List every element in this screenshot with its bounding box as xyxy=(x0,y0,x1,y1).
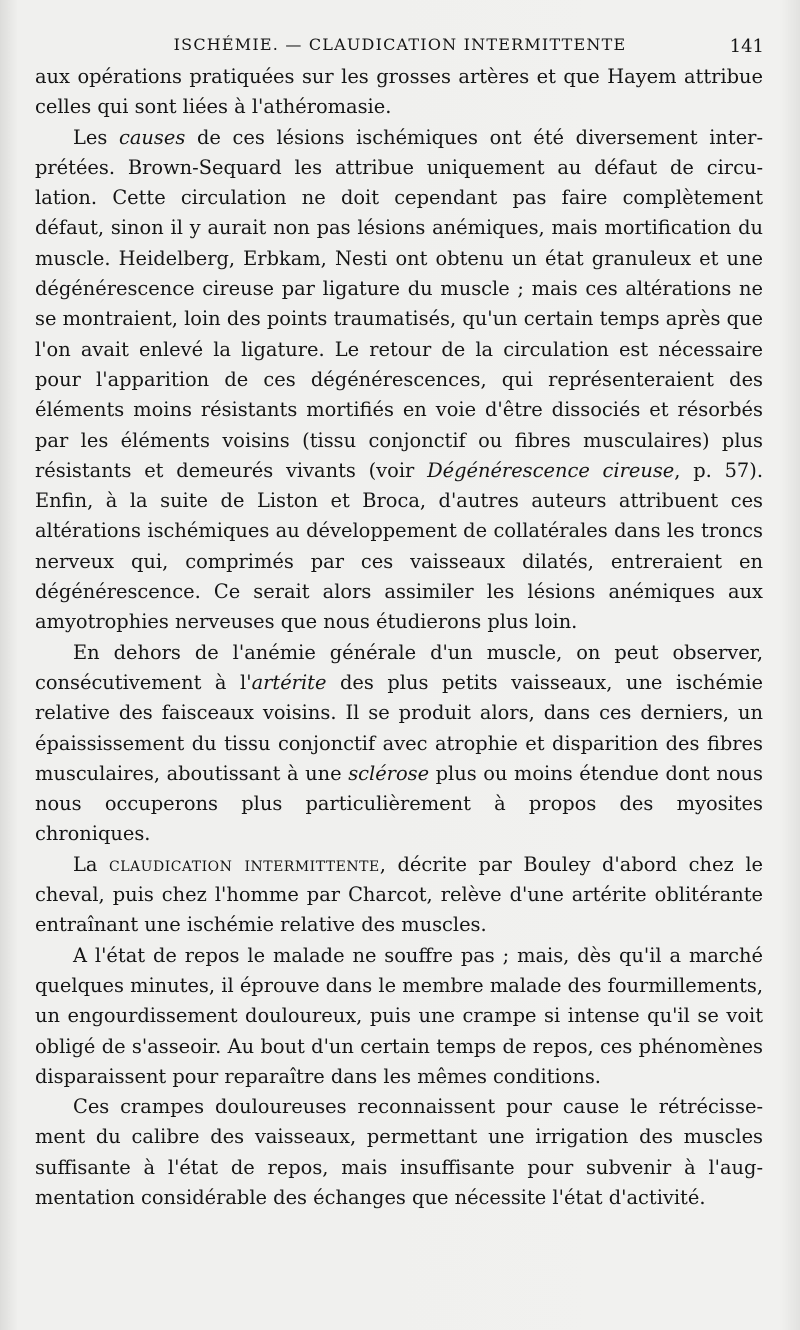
body-text xyxy=(35,62,763,1213)
page-header xyxy=(0,30,800,60)
paragraph-1-text: aux opérations pratiquées sur les grosses artères et que Hayem attribue celles qui sont liées à l'athéromasie. xyxy=(35,65,763,119)
paragraph-4-text-1: La xyxy=(73,852,110,876)
paragraph-4 xyxy=(35,850,763,941)
paragraph-4-text-2: , décrite par Bouley d'abord chez le cheval, puis chez l'homme par Charcot, relève d'une artérite oblitérante entraînant une ischémie relative des muscles. xyxy=(35,852,763,937)
paragraph-6 xyxy=(35,1092,763,1213)
paragraph-3-italic-2: sclérose xyxy=(348,761,430,785)
running-head: ISCHÉMIE. — CLAUDICATION INTERMITTENTE xyxy=(173,35,627,54)
paragraph-3 xyxy=(35,638,763,850)
paragraph-4-small-caps: claudication intermittente xyxy=(109,852,380,876)
paragraph-2-text-2: de ces lésions ischémiques ont été diversement interprétées. Brown-Sequard les attribue uniquement au défaut de circulation. Cette circulation ne doit cependant pas faire complètement défaut, sinon il y aurait non pas lésions anémiques, mais mortification du muscle. Heidelberg, Erbkam, Nesti ont obtenu un état granuleux et une dégénérescence cireuse par ligature du muscle ; mais ces altérations ne se montraient, loin des points traumatisés, qu'un certain temps après que l'on avait enlevé la ligature. Le retour de la circulation est nécessaire pour l'apparition de ces dégénérescences, qui représenteraient des éléments moins résistants mortifiés en voie d'être dissociés et résorbés par les éléments voisins (tissu conjonctif ou fibres musculaires) plus résistants et demeurés vivants (voir xyxy=(35,125,763,482)
page-number: 141 xyxy=(729,36,764,57)
paragraph-2-text-3: , p. 57). Enfin, à la suite de Liston et Broca, d'autres auteurs attribuent ces altérations ischémiques au développement de collatérales dans les troncs nerveux qui, comprimés par ces vaisseaux dilatés, entreraient en dégénérescence. Ce serait alors assimiler les lésions anémiques aux amyotrophies nerveuses que nous étudierons plus loin. xyxy=(35,458,763,634)
paragraph-2-text-1: Les xyxy=(73,125,119,149)
paragraph-3-text-2: des plus petits vaisseaux, une ischémie relative des faisceaux voisins. Il se produit alors, dans ces derniers, un épaississement du tissu conjonctif avec atrophie et disparition des fibres musculaires, aboutissant à une xyxy=(35,670,763,785)
paragraph-2-italic-2: Dégénérescence cireuse xyxy=(427,458,675,482)
paragraph-1 xyxy=(35,62,763,123)
paragraph-5-text: A l'état de repos le malade ne souffre pas ; mais, dès qu'il a marché quelques minutes, il éprouve dans le membre malade des fourmillements, un engourdissement douloureux, puis une crampe si intense qu'il se voit obligé de s'asseoir. Au bout d'un certain temps de repos, ces phénomènes disparaissent pour reparaître dans les mêmes conditions. xyxy=(35,943,763,1088)
paragraph-5 xyxy=(35,941,763,1092)
paragraph-3-italic-1: artérite xyxy=(251,670,327,694)
paragraph-2 xyxy=(35,123,763,638)
paragraph-3-text-3: plus ou moins étendue dont nous nous occuperons plus particulièrement à propos des myosites chroniques. xyxy=(35,761,763,846)
paragraph-3-text-1: En dehors de l'anémie générale d'un muscle, on peut observer, consécutivement à l' xyxy=(35,640,763,694)
paragraph-2-italic-1: causes xyxy=(118,125,186,149)
paragraph-6-text: Ces crampes douloureuses reconnaissent pour cause le rétrécissement du calibre des vaisseaux, permettant une irrigation des muscles suffisante à l'état de repos, mais insuffisante pour subvenir à l'augmentation considérable des échanges que nécessite l'état d'activité. xyxy=(35,1095,763,1209)
